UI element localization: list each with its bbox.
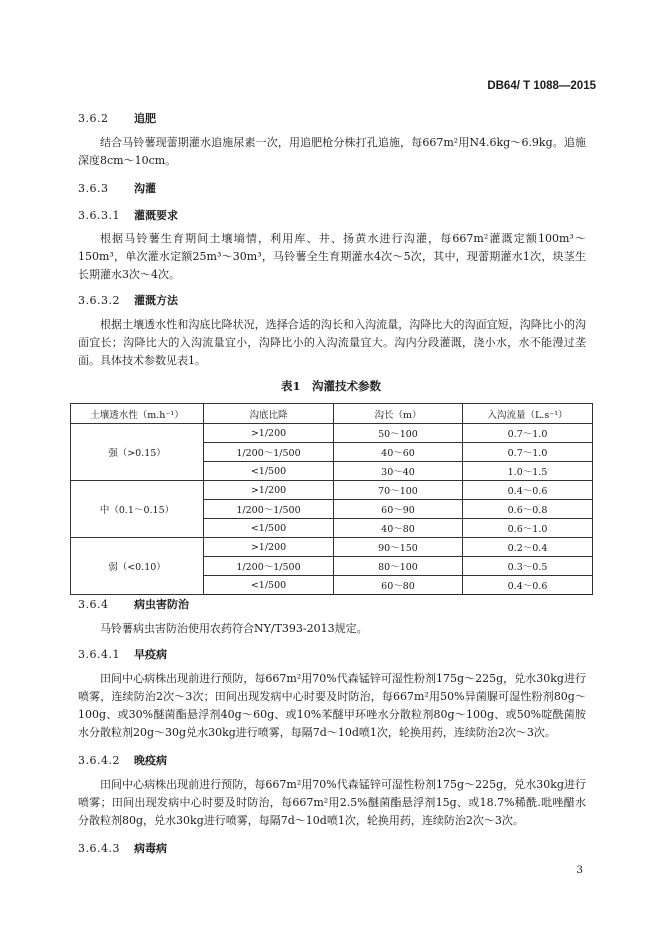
table-cell: <1/500 [204,576,334,595]
section-3-6-3-2 [78,292,178,308]
section-3-6-2 [78,110,156,126]
table-row [71,424,593,443]
table-header-row [71,404,593,424]
section-3-6-4-3 [78,840,167,856]
table-cell: 60～80 [334,576,463,595]
header-flow: 入沟流量（L.s⁻¹） [463,404,593,424]
section-3-6-3-1 [78,207,178,223]
section-number: 3.6.3 [78,182,109,195]
paragraph-early-blight: 田间中心病株出现前进行预防，每667m²用70%代森锰锌可湿性粉剂175g～225g，兑水30kg进行喷雾，连续防治2次～3次；田间出现发病中心时要及时防治，每667m²用50%异菌脲可湿性粉剂80g～100g、或30%醚菌酯悬浮剂40g～60g、或10%苯醚甲环唑水分散粒剂80g～100g、或50%啶酰菌胺水分散粒剂20g～30g兑水30kg进行喷雾，每隔7d～10d喷1次，轮换用药，连续防治2次～3次。 [78,672,586,739]
table-cell: 0.4～0.6 [463,481,593,500]
table-cell: <1/500 [204,519,334,538]
section-3-6-4-1 [78,646,167,662]
header-length: 沟长（m） [334,404,463,424]
table-cell: 80～100 [334,557,463,576]
table-cell: 70～100 [334,481,463,500]
section-number: 3.6.4.2 [78,754,120,767]
section-title: 灌溉要求 [134,209,178,222]
section-number: 3.6.4 [78,598,109,611]
table-cell: 0.4～0.6 [463,576,593,595]
section-title: 病虫害防治 [134,598,189,611]
soil-strong: 强（>0.15） [71,424,204,481]
table-cell: >1/200 [204,424,334,443]
section-3-6-4-2 [78,752,167,768]
paragraph-irrigation-method: 根据土壤透水性和沟底比降状况，选择合适的沟长和入沟流量，沟降比大的沟面宜短，沟降比小的沟面宜长；沟降比大的入沟流量宜小，沟降比小的入沟流量宜大。沟内分段灌溉，浇小水，水不能漫过垄面。具体技术参数见表1。 [78,318,586,367]
table-cell: >1/200 [204,481,334,500]
table-cell: 0.7～1.0 [463,443,593,462]
header-soil-permeability: 土壤透水性（m.h⁻¹） [71,404,204,424]
table-cell: 1.0～1.5 [463,462,593,481]
section-title: 沟灌 [134,182,156,195]
table-caption: 表1 沟灌技术参数 [280,379,381,393]
table-row [71,538,593,557]
section-3-6-3 [78,180,156,196]
paragraph-irrigation-requirement: 根据马铃薯生育期间土壤墒情，利用库、井、扬黄水进行沟灌，每667m²灌溉定额100m³～150m³，单次灌水定额25m³～30m³，马铃薯全生育期灌水4次～5次，其中，现蕾期灌水1次，块茎生长期灌水3次～4次。 [78,232,586,281]
table-cell: <1/500 [204,462,334,481]
section-number: 3.6.2 [78,112,109,125]
table-cell: 0.2～0.4 [463,538,593,557]
page-number: 3 [576,864,583,876]
table-cell: 0.7～1.0 [463,424,593,443]
table-cell: 30～40 [334,462,463,481]
table-cell: 1/200～1/500 [204,557,334,576]
table-cell: 1/200～1/500 [204,443,334,462]
section-title: 追肥 [134,112,156,125]
section-title: 灌溉方法 [134,294,178,307]
table-cell: 0.3～0.5 [463,557,593,576]
table-cell: 0.6～1.0 [463,519,593,538]
table-cell: 1/200～1/500 [204,500,334,519]
section-number: 3.6.4.1 [78,648,120,661]
section-title: 晚疫病 [134,754,167,767]
table-cell: 40～60 [334,443,463,462]
table-cell: 40～80 [334,519,463,538]
standard-code: DB64/ T 1088—2015 [487,80,596,92]
paragraph-topdressing: 结合马铃薯现蕾期灌水追施尿素一次，用追肥枪分株打孔追施，每667m²用N4.6kg～6.9kg。追施深度8cm～10cm。 [78,136,586,167]
table-cell: 90～150 [334,538,463,557]
header-slope: 沟底比降 [204,404,334,424]
table-cell: 60～90 [334,500,463,519]
table-cell: >1/200 [204,538,334,557]
section-title: 早疫病 [134,648,167,661]
section-number: 3.6.3.2 [78,294,120,307]
section-number: 3.6.3.1 [78,209,120,222]
table-cell: 50～100 [334,424,463,443]
section-number: 3.6.4.3 [78,842,120,855]
section-3-6-4 [78,596,189,612]
table-cell: 0.6～0.8 [463,500,593,519]
soil-medium: 中（0.1～0.15） [71,481,204,538]
furrow-irrigation-table [70,403,593,595]
paragraph-late-blight: 田间中心病株出现前进行预防，每667m²用70%代森锰锌可湿性粉剂175g～225g，兑水30kg进行喷雾；田间出现发病中心时要及时防治，每667m²用2.5%醚菌酯悬浮剂15g、或18.7%稀酰.吡唑醋水分散粒剂80g，兑水30kg进行喷雾，每隔7d～10d喷1次，轮换用药，连续防治2次～3次。 [78,778,586,827]
section-title: 病毒病 [134,842,167,855]
table-row [71,481,593,500]
paragraph-pest-control: 马铃薯病虫害防治使用农药符合NY/T393-2013规定。 [100,622,368,635]
soil-weak: 弱（<0.10） [71,538,204,595]
